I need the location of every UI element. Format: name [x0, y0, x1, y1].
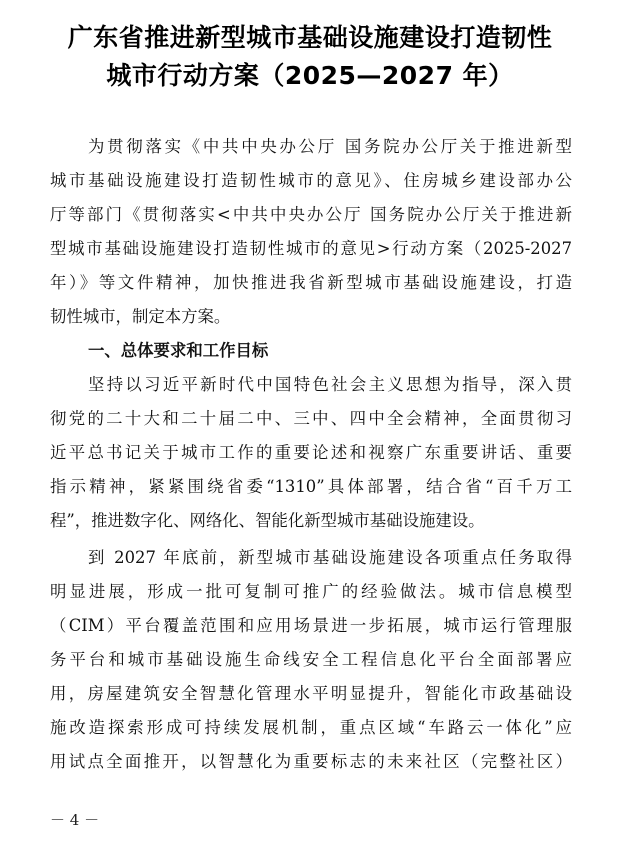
paragraph-1-line-4: 型城市基础设施建设打造韧性城市的意见>行动方案（2025-2027 [50, 239, 572, 258]
paragraph-1-line-1: 为贯彻落实《中共中央办公厅 国务院办公厅关于推进新型 [88, 137, 572, 156]
paragraph-3-line-2: 明显进展，形成一批可复制可推广的经验做法。城市信息模型 [50, 582, 572, 601]
document-title-line-2: 城市行动方案（2025—2027 年） [106, 61, 514, 90]
paragraph-2-line-4: 指示精神，紧紧围绕省委“1310”具体部署，结合省“百千万工 [50, 477, 572, 496]
paragraph-3-line-1: 到 2027 年底前，新型城市基础设施建设各项重点任务取得 [88, 548, 572, 567]
paragraph-2-line-2: 彻党的二十大和二十届二中、三中、四中全会精神，全面贯彻习 [50, 409, 572, 428]
paragraph-1-line-6: 韧性城市，制定本方案。 [50, 307, 231, 326]
paragraph-3-line-6: 施改造探索形成可持续发展机制，重点区域“车路云一体化”应 [50, 718, 572, 737]
paragraph-2-line-3: 近平总书记关于城市工作的重要论述和视察广东重要讲话、重要 [50, 443, 572, 462]
document-title-line-1: 广东省推进新型城市基础设施建设打造韧性 [67, 23, 553, 52]
paragraph-1-line-5: 年）》等文件精神，加快推进我省新型城市基础设施建设，打造 [50, 273, 572, 292]
paragraph-1-line-2: 城市基础设施建设打造韧性城市的意见》、住房城乡建设部办公 [50, 171, 572, 190]
paragraph-2-line-5: 程”，推进数字化、网络化、智能化新型城市基础设施建设。 [50, 511, 485, 530]
paragraph-3-line-7: 用试点全面推开，以智慧化为重要标志的未来社区（完整社区） [50, 752, 572, 771]
section-heading: 一、总体要求和工作目标 [88, 341, 269, 360]
page-number: － 4 － [50, 811, 100, 829]
paragraph-3-line-5: 用，房屋建筑安全智慧化管理水平明显提升，智能化市政基础设 [50, 684, 572, 703]
paragraph-2-line-1: 坚持以习近平新时代中国特色社会主义思想为指导，深入贯 [88, 375, 572, 394]
paragraph-3-line-3: （CIM）平台覆盖范围和应用场景进一步拓展，城市运行管理服 [50, 616, 572, 635]
paragraph-3-line-4: 务平台和城市基础设施生命线安全工程信息化平台全面部署应 [50, 650, 572, 669]
paragraph-1-line-3: 厅等部门《贯彻落实<中共中央办公厅 国务院办公厅关于推进新 [50, 205, 572, 224]
